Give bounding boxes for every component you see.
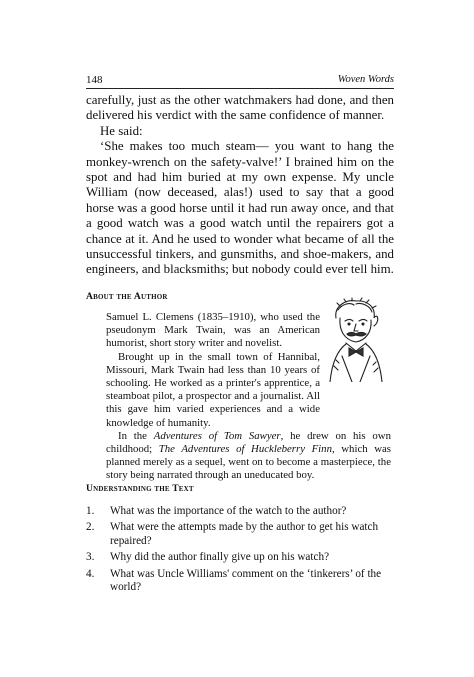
paragraph xyxy=(106,430,391,483)
page-header xyxy=(86,72,394,88)
paragraph: Brought up in the small town of Hannibal, Missouri, Mark Twain had less than 10 years of schooling. He worked as a printer's apprentice, a steamboat pilot, a prospector and a journalist. All this gave him varied experiences and a wide knowledge of humanity. xyxy=(106,350,320,429)
question-number: 4. xyxy=(86,567,95,580)
list-item xyxy=(86,551,391,564)
list-item xyxy=(86,521,391,548)
paragraph: carefully, just as the other watchmakers had done, and then delivered his verdict with the same confidence of manner. xyxy=(86,93,394,123)
paragraph: Samuel L. Clemens (1835–1910), who used the pseudonym Mark Twain, was an American humorist, short story writer and novelist. xyxy=(106,311,320,350)
section-heading-text: Understanding the Text xyxy=(86,483,194,494)
question-text: Why did the author finally give up on his watch? xyxy=(110,551,330,564)
paragraph: ‘She makes too much steam— you want to hang the monkey-wrench on the safety-valve!’ I brained him on the spot and had him buried at my own expense. My uncle William (now deceased, alas!) used to say that a good horse was a good horse until it had run away once, and that a good watch was a good watch until the repairers got a chance at it. And he used to wonder what became of all the unsuccessful tinkers, and gunsmiths, and shoe-makers, and engineers, and blacksmiths; but nobody could ever tell him. xyxy=(86,139,394,277)
text-run: , he drew on his own childhood; xyxy=(106,429,391,456)
section-heading-text: About the Author xyxy=(86,291,168,302)
question-text: What was Uncle Williams' comment on the ‘tinkerers’ of the world? xyxy=(110,567,382,594)
about-author-text xyxy=(106,311,391,483)
book-title: Adventures of Tom Sawyer xyxy=(153,429,281,442)
question-number: 1. xyxy=(86,505,95,517)
text-run: In the xyxy=(118,429,154,442)
question-text: What were the attempts made by the author to get his watch repaired? xyxy=(110,521,379,547)
main-text xyxy=(86,93,394,278)
understanding-text-heading xyxy=(86,483,194,494)
list-item xyxy=(86,505,391,518)
question-text: What was the importance of the watch to the author? xyxy=(110,505,347,517)
running-title: Woven Words xyxy=(337,74,394,85)
question-list xyxy=(86,505,391,597)
list-item xyxy=(86,568,391,595)
header-rule xyxy=(86,88,394,89)
book-title: The Adventures of Huckleberry Finn xyxy=(158,443,332,456)
about-author-heading xyxy=(86,291,168,302)
text-run: , which was planned merely as a sequel, went on to become a masterpiece, the story being narrated through an uneducated boy. xyxy=(106,443,392,482)
page-number: 148 xyxy=(86,74,103,86)
paragraph: He said: xyxy=(100,123,143,138)
question-number: 2. xyxy=(86,521,95,534)
question-number: 3. xyxy=(86,551,95,564)
